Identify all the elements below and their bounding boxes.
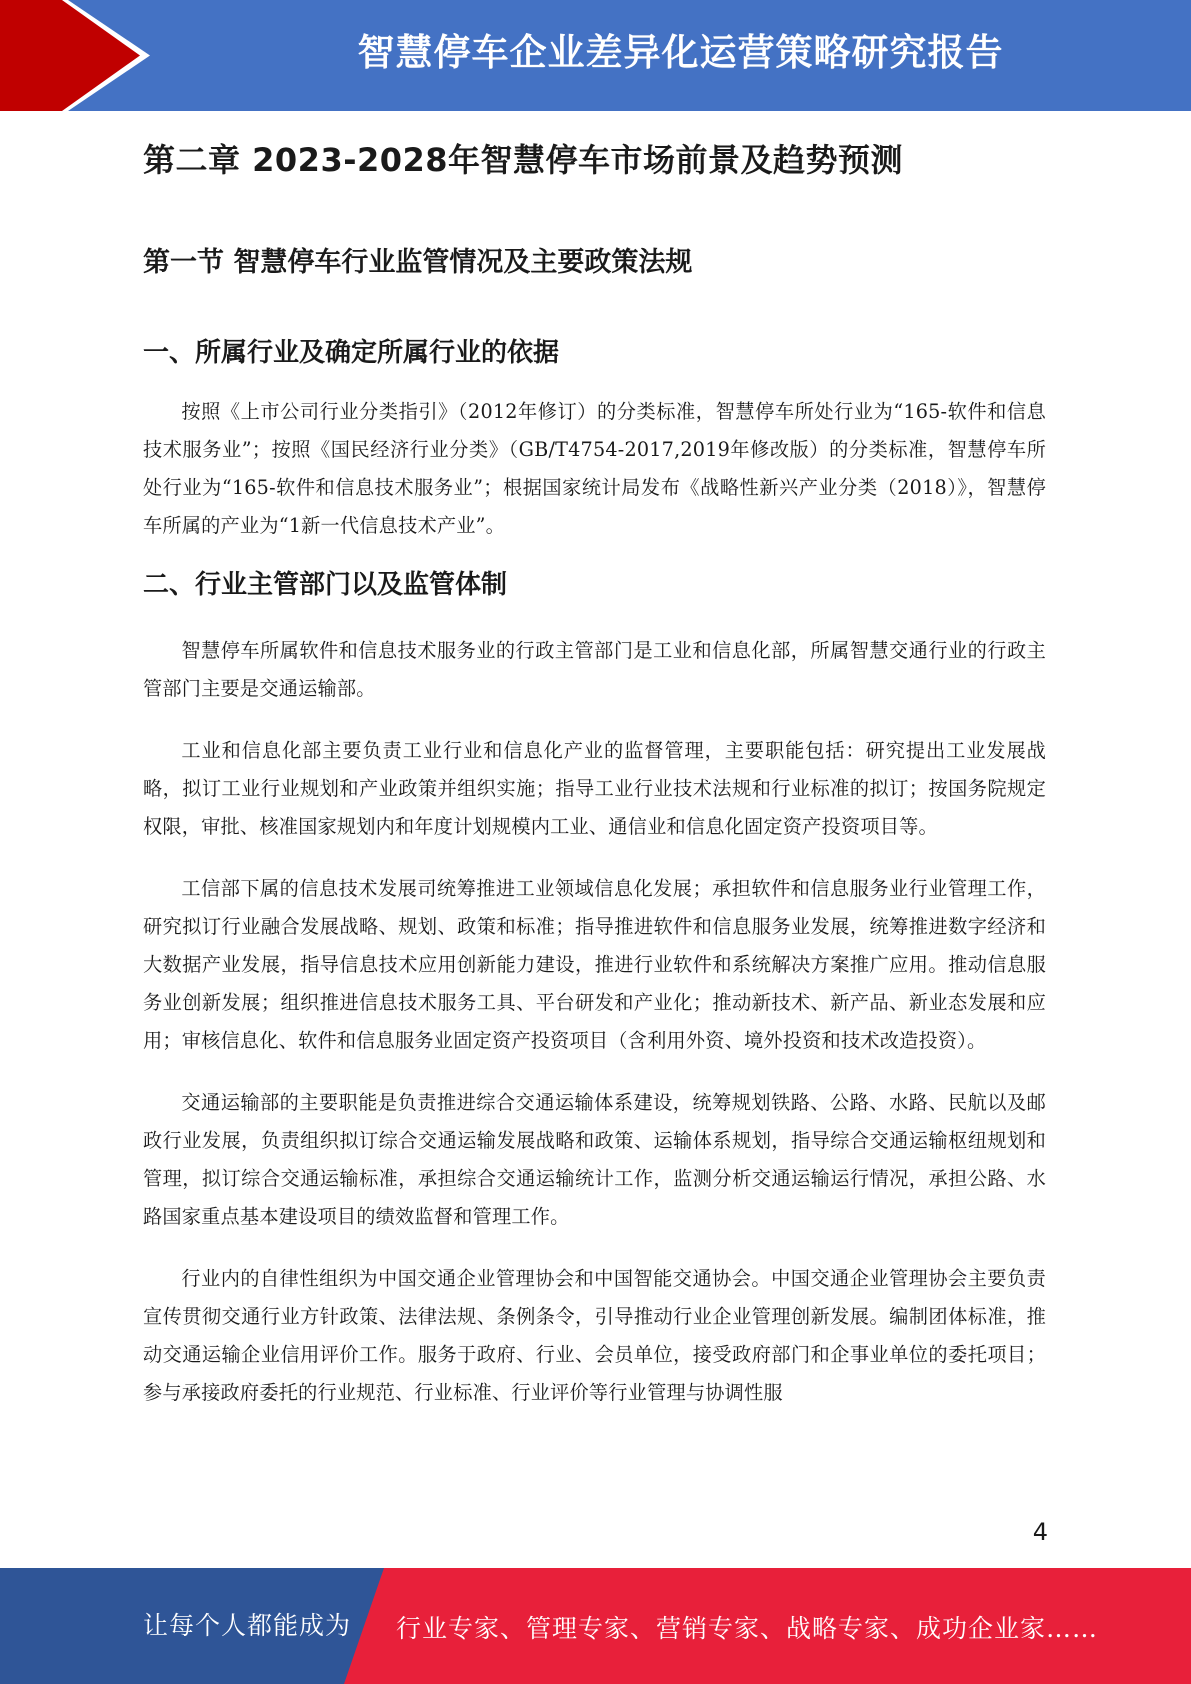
subsection-title: 一、所属行业及确定所属行业的依据	[143, 338, 560, 368]
page-header	[0, 0, 1191, 111]
paragraph: 工信部下属的信息技术发展司统筹推进工业领域信息化发展；承担软件和信息服务业行业管理工作，研究拟订行业融合发展战略、规划、政策和标准；指导推进软件和信息服务业发展，统筹推进数字经济和大数据产业发展，指导信息技术应用创新能力建设，推进行业软件和系统解决方案推广应用。推动信息服务业创新发展；组织推进信息技术服务工具、平台研发和产业化；推动新技术、新产品、新业态发展和应用；审核信息化、软件和信息服务业固定资产投资项目（含利用外资、境外投资和技术改造投资）。	[143, 877, 1046, 1052]
subsection-title: 二、行业主管部门以及监管体制	[143, 570, 508, 600]
paragraph: 交通运输部的主要职能是负责推进综合交通运输体系建设，统筹规划铁路、公路、水路、民航以及邮政行业发展，负责组织拟订综合交通运输发展战略和政策、运输体系规划，指导综合交通运输枢纽规划和管理，拟订综合交通运输标准，承担综合交通运输统计工作，监测分析交通运输运行情况，承担公路、水路国家重点基本建设项目的绩效监督和管理工作。	[143, 1091, 1046, 1228]
header-arrow-decoration	[0, 0, 150, 111]
report-title: 智慧停车企业差异化运营策略研究报告	[357, 31, 1004, 74]
section-title: 第一节 智慧停车行业监管情况及主要政策法规	[143, 247, 693, 278]
paragraph: 智慧停车所属软件和信息技术服务业的行政主管部门是工业和信息化部，所属智慧交通行业的行政主管部门主要是交通运输部。	[143, 639, 1046, 700]
footer-slogan-right: 行业专家、管理专家、营销专家、战略专家、成功企业家……	[396, 1614, 1099, 1643]
paragraph: 行业内的自律性组织为中国交通企业管理协会和中国智能交通协会。中国交通企业管理协会主要负责宣传贯彻交通行业方针政策、法律法规、条例条令，引导推动行业企业管理创新发展。编制团体标准，推动交通运输企业信用评价工作。服务于政府、行业、会员单位，接受政府部门和企事业单位的委托项目；参与承接政府委托的行业规范、行业标准、行业评价等行业管理与协调性服	[143, 1267, 1046, 1404]
page-number: 4	[1032, 1518, 1048, 1546]
chapter-title: 第二章 2023-2028年智慧停车市场前景及趋势预测	[143, 141, 904, 179]
paragraph: 工业和信息化部主要负责工业行业和信息化产业的监督管理，主要职能包括：研究提出工业发展战略，拟订工业行业规划和产业政策并组织实施；指导工业行业技术法规和行业标准的拟订；按国务院规定权限，审批、核准国家规划内和年度计划规模内工业、通信业和信息化固定资产投资项目等。	[143, 739, 1046, 838]
page-footer	[0, 1568, 1191, 1684]
paragraph: 按照《上市公司行业分类指引》（2012年修订）的分类标准，智慧停车所处行业为“165-软件和信息技术服务业”；按照《国民经济行业分类》（GB/T4754-2017,2019年修改版）的分类标准，智慧停车所处行业为“165-软件和信息技术服务业”；根据国家统计局发布《战略性新兴产业分类（2018）》，智慧停车所属的产业为“1新一代信息技术产业”。	[143, 400, 1046, 537]
document-body	[143, 132, 1046, 1412]
footer-slogan-left: 让每个人都能成为	[143, 1611, 352, 1640]
